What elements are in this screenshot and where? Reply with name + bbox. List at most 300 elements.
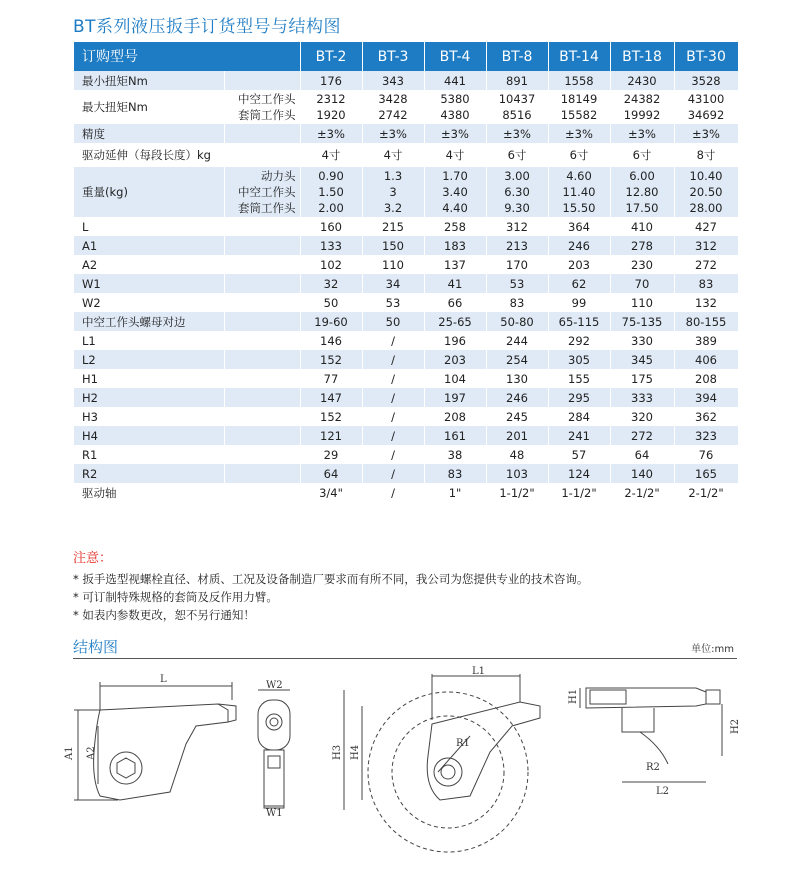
table-cell bbox=[548, 350, 610, 369]
cell-value: ±3% bbox=[628, 126, 656, 141]
cell-value: 18149 bbox=[560, 92, 598, 106]
cell-value: 254 bbox=[506, 352, 528, 367]
row-label: W1 bbox=[74, 274, 224, 293]
table-cell bbox=[548, 90, 610, 124]
model-header: BT-18 bbox=[610, 42, 674, 71]
cell-value: 410 bbox=[631, 219, 653, 234]
cell-value: 6寸 bbox=[632, 148, 652, 162]
table-cell bbox=[424, 167, 486, 217]
cell-value: 6寸 bbox=[507, 148, 527, 162]
cell-value: 203 bbox=[568, 257, 590, 272]
table-cell bbox=[486, 274, 548, 293]
cell-value: 1-1/2" bbox=[561, 485, 597, 500]
table-cell bbox=[362, 331, 424, 350]
wrench-front-view bbox=[258, 680, 290, 819]
header-label: 订购型号 bbox=[74, 42, 300, 71]
table-cell bbox=[674, 483, 738, 502]
cell-value: 4寸 bbox=[445, 148, 465, 162]
table-row bbox=[74, 331, 738, 350]
table-cell bbox=[362, 90, 424, 124]
cell-value: 333 bbox=[631, 390, 653, 405]
table-cell bbox=[362, 369, 424, 388]
row-sublabels bbox=[224, 426, 300, 445]
table-cell bbox=[486, 124, 548, 143]
table-cell bbox=[548, 483, 610, 502]
table-cell bbox=[362, 350, 424, 369]
table-cell bbox=[362, 312, 424, 331]
table-row bbox=[74, 293, 738, 312]
cell-value: / bbox=[391, 466, 395, 481]
row-label: A2 bbox=[74, 255, 224, 274]
dim-A2: A2 bbox=[86, 746, 97, 760]
table-cell bbox=[674, 350, 738, 369]
row-sublabels bbox=[224, 312, 300, 331]
row-sublabels bbox=[224, 236, 300, 255]
cell-value: 246 bbox=[568, 238, 590, 253]
table-cell bbox=[548, 143, 610, 167]
cell-value: 362 bbox=[695, 409, 717, 424]
table-cell bbox=[548, 331, 610, 350]
cell-value: 53 bbox=[509, 276, 525, 291]
cell-value: 64 bbox=[634, 447, 650, 462]
table-row bbox=[74, 483, 738, 502]
cell-value: 3 bbox=[389, 185, 397, 199]
table-cell bbox=[362, 483, 424, 502]
cell-value: 272 bbox=[631, 428, 653, 443]
table-cell bbox=[548, 293, 610, 312]
model-header: BT-14 bbox=[548, 42, 610, 71]
table-row bbox=[74, 124, 738, 143]
table-cell bbox=[300, 124, 362, 143]
cell-value: 53 bbox=[385, 295, 401, 310]
table-cell bbox=[362, 71, 424, 90]
cell-value: 43100 bbox=[687, 92, 725, 106]
table-row bbox=[74, 388, 738, 407]
cell-value: ±3% bbox=[441, 126, 469, 141]
table-cell bbox=[424, 464, 486, 483]
cell-value: 83 bbox=[509, 295, 525, 310]
row-sublabel: 套筒工作头 bbox=[238, 201, 296, 215]
cell-value: / bbox=[391, 447, 395, 462]
table-cell bbox=[610, 312, 674, 331]
wrench-side-view bbox=[64, 674, 236, 800]
cell-value: 2.00 bbox=[318, 201, 344, 215]
table-cell bbox=[548, 274, 610, 293]
cell-value: 99 bbox=[571, 295, 587, 310]
cell-value: 3528 bbox=[691, 73, 721, 88]
table-cell bbox=[610, 331, 674, 350]
table-cell bbox=[610, 255, 674, 274]
table-cell bbox=[548, 71, 610, 90]
cell-value: / bbox=[391, 428, 395, 443]
table-cell bbox=[486, 445, 548, 464]
cell-value: ±3% bbox=[379, 126, 407, 141]
row-label: L1 bbox=[74, 331, 224, 350]
cell-value: 83 bbox=[447, 466, 463, 481]
table-cell bbox=[610, 293, 674, 312]
cell-value: 137 bbox=[444, 257, 466, 272]
cell-value: 10437 bbox=[498, 92, 536, 106]
table-cell bbox=[362, 167, 424, 217]
table-cell bbox=[424, 274, 486, 293]
note-item: * 扳手选型视螺栓直径、材质、工况及设备制造厂要求而有所不同，我公司为您提供专业的技术咨询。 bbox=[73, 572, 589, 586]
dim-L: L bbox=[160, 674, 167, 685]
table-cell bbox=[486, 369, 548, 388]
cell-value: 389 bbox=[695, 333, 717, 348]
row-sublabels bbox=[224, 350, 300, 369]
table-cell bbox=[548, 167, 610, 217]
table-cell bbox=[424, 426, 486, 445]
table-cell bbox=[674, 445, 738, 464]
cell-value: 29 bbox=[323, 447, 339, 462]
table-cell bbox=[674, 167, 738, 217]
cell-value: 203 bbox=[444, 352, 466, 367]
row-sublabels bbox=[224, 167, 300, 217]
cell-value: 1.70 bbox=[442, 169, 468, 183]
cell-value: 2430 bbox=[627, 73, 657, 88]
cell-value: / bbox=[391, 371, 395, 386]
table-cell bbox=[424, 312, 486, 331]
cell-value: 312 bbox=[695, 238, 717, 253]
cell-value: 258 bbox=[444, 219, 466, 234]
unit-label: 单位:mm bbox=[691, 644, 734, 655]
row-label: H2 bbox=[74, 388, 224, 407]
table-cell bbox=[424, 388, 486, 407]
table-row bbox=[74, 407, 738, 426]
cell-value: 4.60 bbox=[566, 169, 592, 183]
cell-value: 891 bbox=[506, 73, 528, 88]
table-cell bbox=[486, 293, 548, 312]
cell-value: 394 bbox=[695, 390, 717, 405]
cell-value: 62 bbox=[571, 276, 587, 291]
table-cell bbox=[610, 483, 674, 502]
table-cell bbox=[424, 236, 486, 255]
table-cell bbox=[362, 236, 424, 255]
table-cell bbox=[300, 369, 362, 388]
cell-value: 161 bbox=[444, 428, 466, 443]
cell-value: 110 bbox=[382, 257, 404, 272]
cell-value: 4.40 bbox=[442, 201, 468, 215]
dim-H3: H3 bbox=[332, 744, 343, 760]
table-cell bbox=[300, 407, 362, 426]
row-label: 重量(kg) bbox=[74, 167, 224, 217]
cell-value: 28.00 bbox=[689, 201, 723, 215]
table-cell bbox=[610, 407, 674, 426]
cell-value: 130 bbox=[506, 371, 528, 386]
table-cell bbox=[424, 255, 486, 274]
dim-A1: A1 bbox=[64, 746, 75, 760]
table-row bbox=[74, 274, 738, 293]
table-cell bbox=[610, 388, 674, 407]
cell-value: 213 bbox=[506, 238, 528, 253]
cell-value: 3.00 bbox=[504, 169, 530, 183]
model-header: BT-8 bbox=[486, 42, 548, 71]
table-cell bbox=[674, 331, 738, 350]
table-row bbox=[74, 143, 738, 167]
row-label: R2 bbox=[74, 464, 224, 483]
cell-value: 70 bbox=[634, 276, 650, 291]
page-title: BT系列液压扳手订货型号与结构图 bbox=[73, 17, 342, 37]
table-cell bbox=[610, 71, 674, 90]
table-row bbox=[74, 236, 738, 255]
row-sublabels bbox=[224, 71, 300, 90]
table-cell bbox=[548, 255, 610, 274]
cell-value: 3.40 bbox=[442, 185, 468, 199]
cell-value: 292 bbox=[568, 333, 590, 348]
table-cell bbox=[674, 143, 738, 167]
cell-value: 77 bbox=[323, 371, 339, 386]
row-label: L bbox=[74, 217, 224, 236]
table-cell bbox=[610, 90, 674, 124]
table-cell bbox=[362, 426, 424, 445]
cell-value: / bbox=[391, 390, 395, 405]
table-cell bbox=[486, 71, 548, 90]
cell-value: 278 bbox=[631, 238, 653, 253]
cell-value: 441 bbox=[444, 73, 466, 88]
cell-value: 406 bbox=[695, 352, 717, 367]
table-cell bbox=[300, 255, 362, 274]
cell-value: 245 bbox=[506, 409, 528, 424]
model-header: BT-3 bbox=[362, 42, 424, 71]
cell-value: 0.90 bbox=[318, 169, 344, 183]
table-cell bbox=[486, 388, 548, 407]
table-cell bbox=[362, 143, 424, 167]
cell-value: 19992 bbox=[623, 108, 661, 122]
table-cell bbox=[362, 407, 424, 426]
table-cell bbox=[300, 464, 362, 483]
cell-value: 208 bbox=[695, 371, 717, 386]
row-label: 最大扭矩Nm bbox=[74, 90, 224, 124]
cell-value: 345 bbox=[631, 352, 653, 367]
spec-table bbox=[74, 42, 739, 502]
table-row bbox=[74, 426, 738, 445]
table-cell bbox=[424, 143, 486, 167]
table-cell bbox=[486, 464, 548, 483]
dim-R1: R1 bbox=[456, 738, 470, 749]
cell-value: 295 bbox=[568, 390, 590, 405]
cell-value: 201 bbox=[506, 428, 528, 443]
cell-value: ±3% bbox=[692, 126, 720, 141]
cell-value: 3.2 bbox=[383, 201, 403, 215]
cell-value: 244 bbox=[506, 333, 528, 348]
structure-title: 结构图 bbox=[73, 638, 119, 656]
table-row bbox=[74, 167, 738, 217]
cell-value: 57 bbox=[571, 447, 587, 462]
cell-value: 208 bbox=[444, 409, 466, 424]
cell-value: 183 bbox=[444, 238, 466, 253]
cell-value: 50 bbox=[385, 314, 401, 329]
cell-value: 4寸 bbox=[383, 148, 403, 162]
table-cell bbox=[674, 293, 738, 312]
table-cell bbox=[674, 426, 738, 445]
table-cell bbox=[424, 293, 486, 312]
cell-value: 427 bbox=[695, 219, 717, 234]
table-cell bbox=[486, 255, 548, 274]
table-cell bbox=[548, 464, 610, 483]
row-sublabels bbox=[224, 124, 300, 143]
section-divider bbox=[73, 658, 737, 659]
cell-value: 124 bbox=[568, 466, 590, 481]
table-cell bbox=[300, 167, 362, 217]
table-cell bbox=[424, 369, 486, 388]
cell-value: 104 bbox=[444, 371, 466, 386]
cell-value: 1-1/2" bbox=[499, 485, 535, 500]
table-cell bbox=[548, 369, 610, 388]
table-cell bbox=[674, 388, 738, 407]
cell-value: 25-65 bbox=[438, 314, 472, 329]
row-sublabels bbox=[224, 255, 300, 274]
table-cell bbox=[486, 236, 548, 255]
table-cell bbox=[424, 331, 486, 350]
cell-value: 364 bbox=[568, 219, 590, 234]
cell-value: 323 bbox=[695, 428, 717, 443]
cell-value: ±3% bbox=[565, 126, 593, 141]
cell-value: 241 bbox=[568, 428, 590, 443]
cell-value: / bbox=[391, 333, 395, 348]
table-cell bbox=[424, 350, 486, 369]
cell-value: 2-1/2" bbox=[624, 485, 660, 500]
table-cell bbox=[674, 464, 738, 483]
table-cell bbox=[300, 483, 362, 502]
table-cell bbox=[548, 407, 610, 426]
cell-value: 197 bbox=[444, 390, 466, 405]
cell-value: 230 bbox=[631, 257, 653, 272]
table-cell bbox=[674, 255, 738, 274]
cell-value: 8516 bbox=[502, 108, 532, 122]
cell-value: 34692 bbox=[687, 108, 725, 122]
cell-value: 102 bbox=[320, 257, 342, 272]
table-cell bbox=[300, 217, 362, 236]
table-cell bbox=[362, 274, 424, 293]
table-cell bbox=[486, 407, 548, 426]
model-header: BT-4 bbox=[424, 42, 486, 71]
cell-value: 246 bbox=[506, 390, 528, 405]
cell-value: 2312 bbox=[316, 92, 346, 106]
table-cell bbox=[610, 445, 674, 464]
cell-value: 343 bbox=[382, 73, 404, 88]
notes-block bbox=[73, 550, 588, 624]
cell-value: 64 bbox=[323, 466, 339, 481]
cell-value: 110 bbox=[631, 295, 653, 310]
cell-value: 17.50 bbox=[625, 201, 659, 215]
cell-value: 20.50 bbox=[689, 185, 723, 199]
row-sublabels bbox=[224, 274, 300, 293]
cell-value: 1" bbox=[448, 485, 462, 500]
structure-drawings bbox=[0, 660, 800, 869]
row-label: H3 bbox=[74, 407, 224, 426]
cell-value: 41 bbox=[447, 276, 463, 291]
cell-value: 176 bbox=[320, 73, 342, 88]
cell-value: 132 bbox=[695, 295, 717, 310]
table-cell bbox=[610, 274, 674, 293]
row-sublabels bbox=[224, 143, 300, 167]
cell-value: 2742 bbox=[378, 108, 408, 122]
cell-value: / bbox=[391, 352, 395, 367]
dim-H2: H2 bbox=[730, 718, 741, 734]
row-sublabels bbox=[224, 293, 300, 312]
row-sublabels bbox=[224, 483, 300, 502]
row-label: A1 bbox=[74, 236, 224, 255]
cell-value: 12.80 bbox=[625, 185, 659, 199]
table-cell bbox=[548, 388, 610, 407]
table-cell bbox=[300, 445, 362, 464]
table-cell bbox=[300, 331, 362, 350]
table-cell bbox=[674, 369, 738, 388]
cell-value: 6.00 bbox=[629, 169, 655, 183]
table-cell bbox=[300, 293, 362, 312]
cell-value: 2-1/2" bbox=[688, 485, 724, 500]
table-row bbox=[74, 369, 738, 388]
cell-value: 24382 bbox=[623, 92, 661, 106]
table-cell bbox=[486, 312, 548, 331]
table-cell bbox=[610, 217, 674, 236]
row-sublabels bbox=[224, 217, 300, 236]
table-cell bbox=[486, 350, 548, 369]
cell-value: 3/4" bbox=[319, 485, 343, 500]
row-label: 中空工作头螺母对边 bbox=[74, 312, 224, 331]
table-cell bbox=[300, 426, 362, 445]
row-sublabel: 中空工作头 bbox=[238, 92, 296, 106]
table-cell bbox=[548, 124, 610, 143]
cell-value: 160 bbox=[320, 219, 342, 234]
table-cell bbox=[424, 217, 486, 236]
cell-value: 170 bbox=[506, 257, 528, 272]
cell-value: 3428 bbox=[378, 92, 408, 106]
table-cell bbox=[674, 407, 738, 426]
table-cell bbox=[548, 426, 610, 445]
cell-value: 4380 bbox=[440, 108, 470, 122]
table-row bbox=[74, 350, 738, 369]
table-cell bbox=[300, 350, 362, 369]
row-sublabels bbox=[224, 464, 300, 483]
cell-value: 103 bbox=[506, 466, 528, 481]
cell-value: 152 bbox=[320, 352, 342, 367]
cell-value: 4寸 bbox=[321, 148, 341, 162]
notes-title: 注意： bbox=[73, 551, 113, 566]
row-label: 最小扭矩Nm bbox=[74, 71, 224, 90]
table-cell bbox=[424, 90, 486, 124]
note-item: * 如表内参数更改，恕不另行通知！ bbox=[73, 608, 255, 622]
cell-value: 48 bbox=[509, 447, 525, 462]
cell-value: 11.40 bbox=[562, 185, 596, 199]
cell-value: 330 bbox=[631, 333, 653, 348]
table-cell bbox=[300, 90, 362, 124]
table-cell bbox=[610, 124, 674, 143]
table-row bbox=[74, 90, 738, 124]
table-cell bbox=[674, 71, 738, 90]
cell-value: 6.30 bbox=[504, 185, 530, 199]
dim-W1: W1 bbox=[266, 808, 283, 819]
cell-value: 8寸 bbox=[696, 148, 716, 162]
table-cell bbox=[424, 71, 486, 90]
cell-value: 34 bbox=[385, 276, 401, 291]
cell-value: 66 bbox=[447, 295, 463, 310]
table-cell bbox=[486, 143, 548, 167]
table-cell bbox=[674, 312, 738, 331]
dim-W2: W2 bbox=[266, 680, 283, 691]
cell-value: 38 bbox=[447, 447, 463, 462]
table-cell bbox=[674, 236, 738, 255]
row-label: H1 bbox=[74, 369, 224, 388]
table-cell bbox=[610, 143, 674, 167]
table-cell bbox=[362, 293, 424, 312]
table-cell bbox=[610, 167, 674, 217]
table-cell bbox=[300, 236, 362, 255]
cell-value: 76 bbox=[698, 447, 714, 462]
cell-value: 1.50 bbox=[318, 185, 344, 199]
cell-value: 1558 bbox=[564, 73, 594, 88]
table-row bbox=[74, 464, 738, 483]
